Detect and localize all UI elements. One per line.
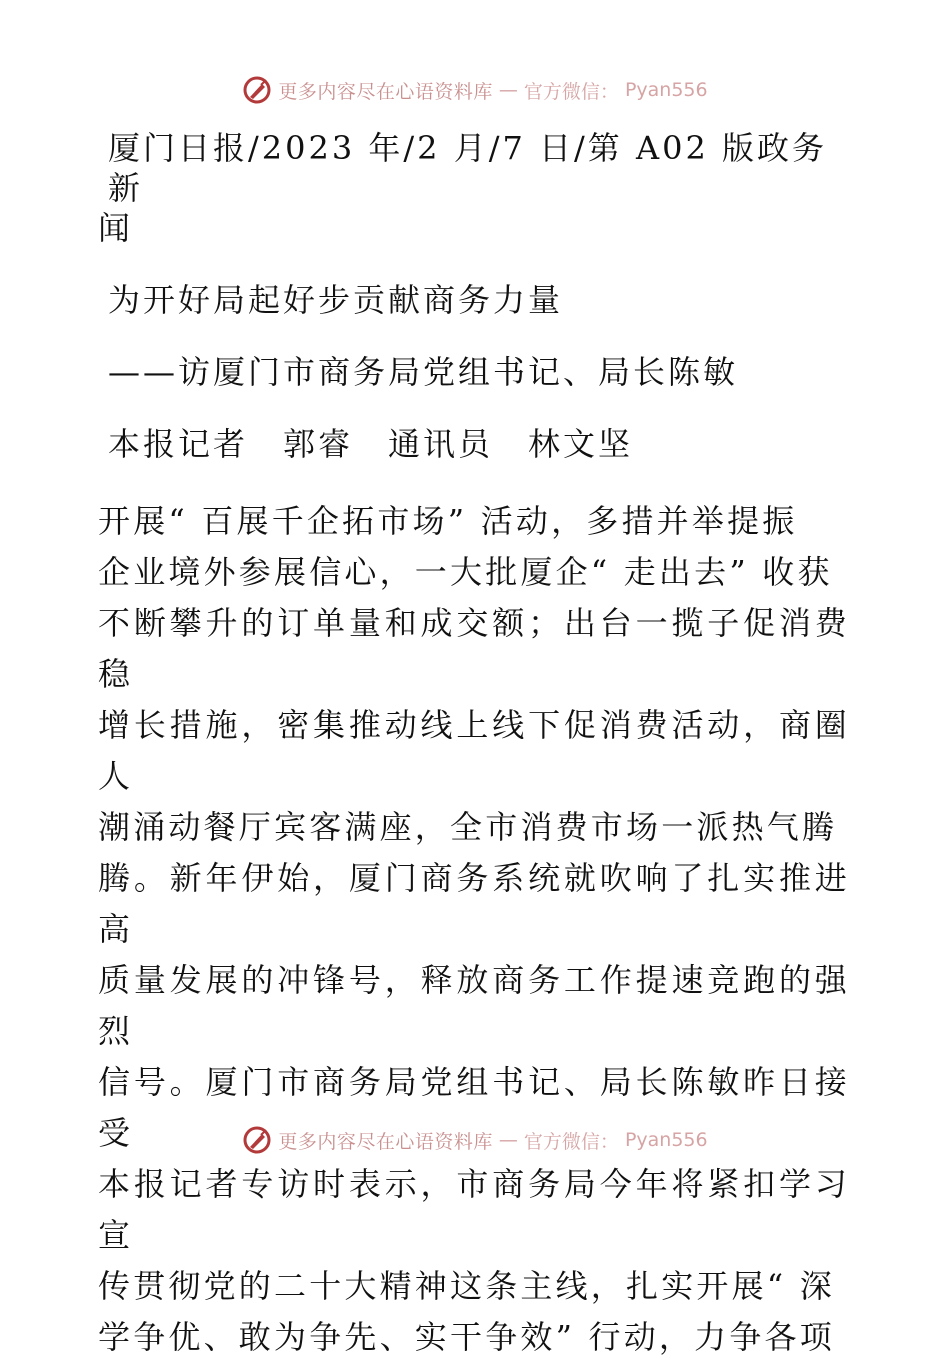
watermark-text: 更多内容尽在心语资料库 bbox=[278, 80, 493, 103]
watermark-text: 更多内容尽在心语资料库 bbox=[278, 1130, 493, 1153]
body-line: 不断攀升的订单量和成交额；出台一揽子促消费稳 bbox=[98, 604, 850, 693]
body-line: 增长措施，密集推动线上线下促消费活动，商圈人 bbox=[98, 706, 850, 795]
watermark-top bbox=[0, 70, 950, 110]
article-title: 为开好局起好步贡献商务力量 bbox=[108, 281, 564, 319]
body-line: 本报记者专访时表示，市商务局今年将紧扣学习宣 bbox=[98, 1165, 850, 1254]
body-line: 腾。新年伊始，厦门商务系统就吹响了扎实推进高 bbox=[98, 859, 850, 948]
watermark-separator: — bbox=[498, 79, 518, 101]
source-header bbox=[98, 128, 850, 248]
quill-seal-icon bbox=[242, 75, 272, 105]
watermark-account: Pyan556 bbox=[624, 79, 708, 101]
body-line: 开展“ 百展千企拓市场” 活动，多措并举提振 bbox=[98, 502, 798, 540]
quill-seal-icon bbox=[242, 1125, 272, 1155]
article-byline: 本报记者 郭睿 通讯员 林文坚 bbox=[108, 425, 634, 463]
article-subtitle: ——访厦门市商务局党组书记、局长陈敏 bbox=[108, 353, 739, 391]
body-line: 学争优、敢为争先、实干争效” 行动，力争各项 bbox=[98, 1318, 835, 1356]
watermark-official: 官方微信： bbox=[523, 80, 619, 103]
source-line-1: 厦门日报/2023 年/2 月/7 日/第 A02 版政务新 bbox=[108, 129, 827, 207]
watermark-separator: — bbox=[498, 1129, 518, 1151]
body-line: 企业境外参展信心，一大批厦企“ 走出去” 收获 bbox=[98, 553, 833, 591]
watermark-bottom bbox=[0, 1120, 950, 1160]
body-line: 潮涌动餐厅宾客满座，全市消费市场一派热气腾 bbox=[98, 808, 838, 846]
article-body bbox=[98, 496, 850, 1363]
watermark-official: 官方微信： bbox=[523, 1130, 619, 1153]
document-content bbox=[98, 128, 850, 1363]
watermark-account: Pyan556 bbox=[624, 1129, 708, 1151]
body-line: 信号。厦门市商务局党组书记、局长陈敏昨日接受 bbox=[98, 1063, 850, 1152]
source-line-2: 闻 bbox=[98, 209, 134, 247]
body-line: 质量发展的冲锋号，释放商务工作提速竞跑的强烈 bbox=[98, 961, 850, 1050]
body-line: 传贯彻党的二十大精神这条主线，扎实开展“ 深 bbox=[98, 1267, 835, 1305]
